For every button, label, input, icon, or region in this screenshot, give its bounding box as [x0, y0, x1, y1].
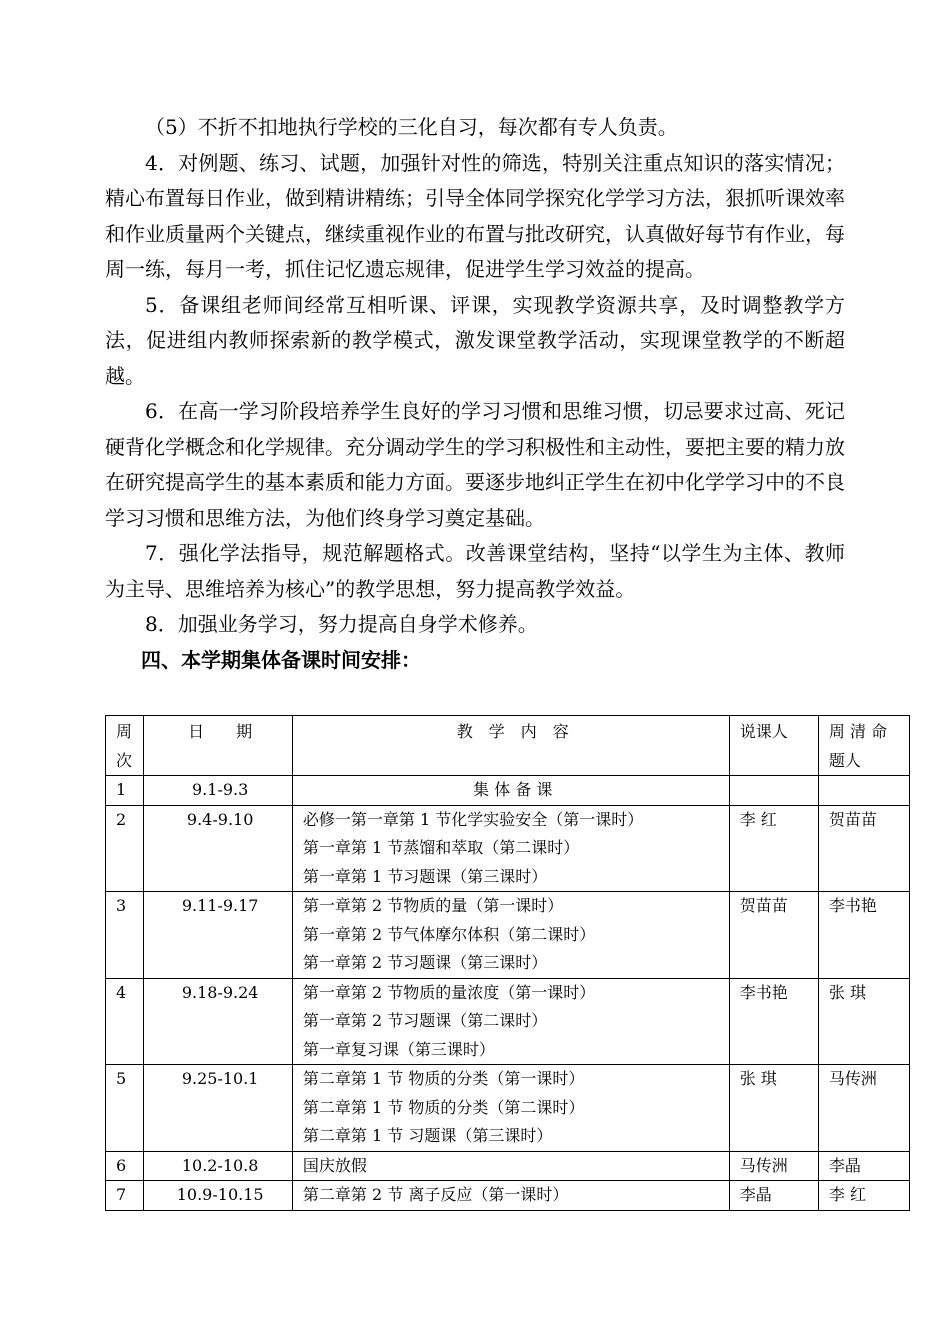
setter-cell: 李晶	[818, 1151, 909, 1181]
content-cell	[292, 805, 729, 892]
date-cell: 10.9-10.15	[144, 1181, 292, 1211]
content-line: 必修一第一章第 1 节化学实验安全（第一课时）	[302, 809, 644, 829]
setter-cell: 张 琪	[818, 978, 909, 1065]
content-line: 第一章第 1 节蒸馏和萃取（第二课时）	[302, 838, 580, 857]
date-cell: 9.4-9.10	[144, 805, 292, 892]
content-line: 第二章第 1 节 物质的分类（第二课时）	[302, 1097, 585, 1117]
week-cell: 7	[106, 1181, 144, 1211]
content-cell	[292, 892, 729, 979]
setter-cell: 李 红	[818, 1181, 909, 1211]
setter-cell: 马传洲	[818, 1065, 909, 1152]
schedule-body	[106, 776, 910, 1211]
date-cell: 9.11-9.17	[144, 892, 292, 979]
paragraph-7: 7．强化学法指导，规范解题格式。改善课堂结构，坚持“以学生为主体、教师为主导、思维培养为核心”的教学思想，努力提高教学效益。	[105, 541, 845, 601]
content-cell	[292, 1065, 729, 1152]
header-teacher: 说课人	[729, 716, 818, 776]
date-cell: 9.18-9.24	[144, 978, 292, 1065]
table-row	[106, 1181, 910, 1211]
content-line: 第二章第 2 节 离子反应（第一课时）	[302, 1185, 569, 1204]
content-line: 集 体 备 课	[473, 780, 553, 799]
teacher-cell: 李 红	[729, 805, 818, 892]
content-cell	[292, 978, 729, 1065]
week-cell: 3	[106, 892, 144, 979]
table-row	[106, 776, 910, 806]
content-line: 第一章复习课（第三课时）	[302, 1039, 495, 1059]
header-date: 日 期	[144, 716, 292, 776]
paragraph-5-sub: （5）不折不扣地执行学校的三化自习，每次都有专人负责。	[145, 115, 678, 139]
content-cell	[292, 1181, 729, 1211]
table-row	[106, 805, 910, 892]
paragraph-6: 6．在高一学习阶段培养学生良好的学习习惯和思维习惯，切忌要求过高、死记硬背化学概念和化学规律。充分调动学生的学习积极性和主动性，要把主要的精力放在研究提高学生的基本素质和能力方面。要逐步地纠正学生在初中化学学习中的不良学习习惯和思维方法，为他们终身学习奠定基础。	[105, 399, 845, 530]
week-cell: 4	[106, 978, 144, 1065]
teacher-cell: 马传洲	[729, 1151, 818, 1181]
schedule-table	[105, 715, 910, 1211]
teacher-cell: 张 琪	[729, 1065, 818, 1152]
table-header-row	[106, 716, 910, 776]
week-cell: 1	[106, 776, 144, 806]
setter-cell: 李书艳	[818, 892, 909, 979]
week-cell: 6	[106, 1151, 144, 1181]
content-line: 第二章第 1 节 物质的分类（第一课时）	[302, 1069, 585, 1088]
paragraph-4: 4．对例题、练习、试题，加强针对性的筛选，特别关注重点知识的落实情况；精心布置每日作业，做到精讲精练；引导全体同学探究化学学习方法，狠抓听课效率和作业质量两个关键点，继续重视作业的布置与批改研究，认真做好每节有作业，每周一练，每月一考，抓住记忆遗忘规律，促进学生学习效益的提高。	[105, 150, 845, 281]
header-setter: 周 清 命题人	[818, 716, 909, 776]
teacher-cell	[729, 776, 818, 806]
paragraph-5: 5．备课组老师间经常互相听课、评课，实现教学资源共享，及时调整教学方法，促进组内教师探索新的教学模式，激发课堂教学活动，实现课堂教学的不断超越。	[105, 292, 845, 388]
date-cell: 9.25-10.1	[144, 1065, 292, 1152]
week-cell: 2	[106, 805, 144, 892]
teacher-cell: 贺苗苗	[729, 892, 818, 979]
table-row	[106, 892, 910, 979]
content-line: 第一章第 2 节物质的量（第一课时）	[302, 896, 564, 915]
content-line: 第一章第 2 节气体摩尔体积（第二课时）	[302, 924, 596, 944]
body-text	[105, 110, 845, 677]
setter-cell	[818, 776, 909, 806]
date-cell: 10.2-10.8	[144, 1151, 292, 1181]
content-line: 第一章第 1 节习题课（第三课时）	[302, 866, 548, 886]
content-cell	[292, 776, 729, 806]
content-line: 第一章第 2 节习题课（第三课时）	[302, 953, 548, 972]
table-row	[106, 1065, 910, 1152]
content-line: 国庆放假	[302, 1155, 367, 1175]
content-line: 第一章第 2 节物质的量浓度（第一课时）	[302, 982, 596, 1002]
table-row	[106, 1151, 910, 1181]
header-content: 教 学 内 容	[292, 716, 729, 776]
teacher-cell: 李晶	[729, 1181, 818, 1211]
content-line: 第二章第 1 节 习题课（第三课时）	[302, 1126, 553, 1145]
setter-cell: 贺苗苗	[818, 805, 909, 892]
date-cell: 9.1-9.3	[144, 776, 292, 806]
section-heading: 四、本学期集体备课时间安排：	[141, 647, 421, 672]
week-cell: 5	[106, 1065, 144, 1152]
content-cell	[292, 1151, 729, 1181]
header-week: 周次	[106, 716, 144, 776]
teacher-cell: 李书艳	[729, 978, 818, 1065]
paragraph-8: 8．加强业务学习，努力提高自身学术修养。	[145, 612, 538, 636]
content-line: 第一章第 2 节习题课（第二课时）	[302, 1011, 548, 1030]
table-row	[106, 978, 910, 1065]
